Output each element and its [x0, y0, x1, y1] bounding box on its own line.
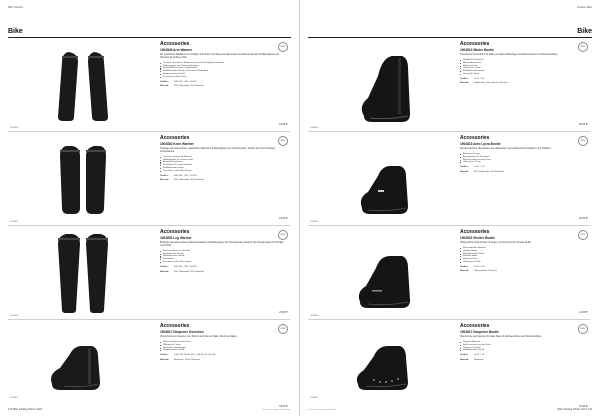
product-info [460, 230, 588, 316]
feature-list [460, 59, 588, 76]
product-image-neoprene-bootie [308, 324, 458, 398]
feature-item: Öffnung für Cleats [460, 261, 588, 264]
product-name: 1904823 Shelter Bootie [460, 236, 495, 240]
feature-list [160, 250, 288, 264]
product-category: Accessories [160, 229, 190, 235]
product-info [460, 42, 588, 128]
section-title: Bike [577, 28, 592, 35]
product-block-4 [308, 322, 590, 408]
product-name: 1904849 Arm Warmer [160, 48, 193, 52]
spec-sizes: Größen: S, M, L, XL [460, 265, 485, 268]
feature-item: Neopren-Material [460, 341, 588, 344]
spec-sizes: Größen: S, M, L, XL [460, 354, 485, 357]
new-badge: NEW [578, 230, 588, 240]
feature-item: Verstärkte Zehenkappe [160, 347, 288, 350]
feature-item: Silikongripper für sicheren Halt [160, 159, 288, 162]
feature-list [160, 62, 288, 79]
product-info [460, 324, 588, 410]
spec-sizes: Größen: S, M, L, XL [460, 77, 485, 80]
product-category: Accessories [460, 135, 490, 141]
spec-material: Material: 80% Polyamide, 20% Elasthan [160, 179, 204, 182]
product-description: Aerodynamische Überschuhe aus elastischem Lycra-Material für Zeitfahren und Triathlon. [460, 148, 552, 150]
feature-item: Öffnung für Cleats [460, 347, 588, 350]
product-description: Beinlinge aus wärmendem Funktionsmaterial mit Silikongripper am Oberschenkel. Ideal für die Übergangszeit im Frühjahr und Herbst. [160, 242, 284, 247]
feature-item: Flachnähte für hohen Tragekomfort [160, 67, 288, 70]
spec-sizes: Größen: S/M, M/L, L/XL, XL/XXL [160, 174, 198, 177]
product-info [160, 324, 288, 410]
product-divider [308, 131, 590, 132]
feature-item: Anatomisch geformt [160, 161, 288, 164]
product-divider [8, 319, 290, 320]
product-price: 29,95 €* [579, 217, 588, 220]
section-rule [308, 37, 592, 38]
product-price: 34,95 €* [579, 405, 588, 408]
image-caption: 1904813 [310, 127, 319, 129]
feature-item: Reißverschluss an der Ferse [460, 344, 588, 347]
new-badge: NEW [278, 230, 288, 240]
feature-item: Passend zu allen Trikots [160, 76, 288, 79]
product-price: 44,95 €* [579, 311, 588, 314]
feature-item: Reflektierende Logos [160, 167, 288, 170]
product-category: Accessories [160, 323, 190, 329]
product-info [160, 136, 288, 222]
running-head: Outdoor Bike [576, 6, 592, 9]
product-image-shelter-bootie [308, 230, 458, 316]
spec-material: Material: Neoprene [460, 358, 484, 361]
product-info [160, 42, 288, 128]
product-info [160, 230, 288, 316]
product-image-lycra-bootie [308, 136, 458, 222]
product-block-1 [308, 40, 590, 132]
spec-material: Material: Polyurethane, Polyester [460, 270, 498, 273]
product-name: 1904850 Leg Warmer [160, 236, 192, 240]
feature-item: Wasserdichtes Material [460, 247, 588, 250]
feature-item: Flachnähte [160, 258, 288, 261]
feature-item: Reflektierende Details [460, 253, 588, 256]
product-category: Accessories [160, 41, 190, 47]
new-badge: NEW [278, 324, 288, 334]
product-price: 34,95 €* [279, 405, 288, 408]
footer-note: Preisänderungen vorbehalten [308, 409, 337, 411]
product-category: Accessories [160, 135, 190, 141]
product-divider [308, 225, 590, 226]
spec-material: Material: Polyamide, Polyurethane, Elasthan [460, 82, 509, 85]
image-caption: 1904823 [310, 315, 319, 317]
product-price: 24,95 €* [279, 311, 288, 314]
footer-note: Preisänderungen vorbehalten [262, 409, 291, 411]
feature-item: Silikongripper am Oberarmabschluss [160, 65, 288, 68]
feature-item: Wasserabweisend [460, 62, 588, 65]
feature-item: Klettverschluss [460, 258, 588, 261]
feature-item: Elastisches Lycra [460, 153, 588, 156]
spec-material: Material: 80% Polyamide, 20% Elasthan [460, 170, 504, 173]
product-name: 1904813 Winter Bootie [460, 48, 494, 52]
feature-item: Reflektierende Details [460, 70, 588, 73]
product-block-3 [8, 228, 290, 320]
feature-item: Robuste Sohle [460, 255, 588, 258]
image-caption: 1904815 [310, 221, 319, 223]
product-block-1 [8, 40, 290, 132]
feature-item: Reißverschluss am Knöchel [160, 250, 288, 253]
new-badge: NEW [578, 324, 588, 334]
feature-list [460, 247, 588, 264]
spec-material: Material: 80% Polyamide, 20% Elasthan [160, 85, 204, 88]
spec-sizes: Größen: S/M, M/L, L/XL, XL/XXL [160, 265, 198, 268]
image-caption: 1904817 [310, 397, 319, 399]
product-image-overshoe [8, 324, 158, 398]
spec-sizes: Größen: S/M, M/L, L/XL, XL/XXL [160, 80, 198, 83]
product-block-3 [308, 228, 590, 320]
product-name: 1904815 Aero Lycra Bootie [460, 142, 501, 146]
product-block-2 [308, 134, 590, 226]
feature-list [460, 341, 588, 352]
feature-item: Reißverschluss an der Ferse [160, 341, 288, 344]
feature-list [460, 153, 588, 164]
product-category: Accessories [460, 323, 490, 329]
product-category: Accessories [460, 229, 490, 235]
product-description: Überschuhe aus Neopren zum Schutz der Füße vor Kälte, Wind und Nässe. [160, 336, 238, 338]
spec-sizes: Größen: S, M, L, XL [460, 166, 485, 169]
product-description: Für sportliches Radfahren im Frühjahr und Herbst: Armlinge aus wärmendem Funktionsmaterial mit Silikongripper am Oberarm für sicheren Halt. [160, 54, 280, 59]
product-divider [308, 319, 590, 320]
new-badge: NEW [278, 42, 288, 52]
feature-item: Ergonomischer Schnitt [160, 73, 288, 76]
product-price: 39,95 €* [579, 123, 588, 126]
feature-item: Winddichtes Material [460, 59, 588, 62]
spec-material: Material: Neoprene, 100% Polyester [160, 358, 201, 361]
feature-item: Reflektierende Details [460, 349, 588, 352]
feature-item: Reflektierende Details [160, 255, 288, 258]
section-rule [8, 37, 291, 38]
feature-item: Reißverschluss an der Ferse [460, 159, 588, 162]
product-description: Wasserdichte Überschuhe für Regen und Schmutz mit robuster Sohle. [460, 242, 532, 244]
image-caption: 1904849 [10, 127, 19, 129]
product-name: 1904817 Neoprene Overshoe [160, 330, 204, 334]
right-page [300, 0, 600, 416]
feature-item: Anatomischer Schnitt [160, 253, 288, 256]
image-caption: 1904817 [10, 397, 19, 399]
page-footer: Bike Katalog Winter 2021 133 [557, 408, 592, 411]
feature-item: Öffnung für Cleats [460, 161, 588, 164]
product-image-leg-warmer [8, 230, 158, 316]
spec-material: Material: 80% Polyamide, 20% Elasthan [160, 270, 204, 273]
feature-item: Passend zu allen Bike-Hosen [160, 261, 288, 264]
product-description: Knielinge aus wärmendem, elastischem Material mit Silikongripper am Oberschenkel. Schützt die Knie bei kühlen Temperaturen. [160, 148, 276, 153]
feature-item: Öffnung für Cleats [160, 344, 288, 347]
product-image-winter-bootie [308, 42, 458, 128]
product-divider [8, 131, 290, 132]
running-head: Bike Outdoor [8, 6, 24, 9]
image-caption: 1904850 [10, 315, 19, 317]
feature-item: Aerodynamische Passform [460, 156, 588, 159]
product-block-4 [8, 322, 290, 408]
product-price: 19,95 €* [279, 123, 288, 126]
feature-item: Flachnähte für hohen Komfort [160, 164, 288, 167]
product-block-2 [8, 134, 290, 226]
product-name: 1904817 Neoprene Bootie [460, 330, 499, 334]
product-description: Überschuhe aus Neopren für kalte Tage mit Reißverschluss und Klettverschluss. [460, 336, 542, 338]
image-caption: 1904852 [10, 221, 19, 223]
new-badge: NEW [278, 136, 288, 146]
feature-item: Öffnung für Cleats [460, 67, 588, 70]
feature-item: Getapte Nähte [460, 250, 588, 253]
page-footer: 132 Bike Katalog Winter 2021 [8, 408, 43, 411]
new-badge: NEW [578, 42, 588, 52]
product-price: 19,95 €* [279, 217, 288, 220]
product-image-arm-warmer [8, 42, 158, 128]
new-badge: NEW [578, 136, 588, 146]
feature-item: Verstärkte Sohle [460, 73, 588, 76]
feature-list [160, 156, 288, 173]
feature-item: Reflektierende Details für bessere Sichtbarkeit [160, 70, 288, 73]
product-description: Thermische Überschuhe für kalte und nasse Wintertage mit Reißverschluss und Klettverschluss. [460, 54, 559, 56]
product-divider [8, 225, 290, 226]
feature-item: Leichtes, elastisches Material mit gutem Feuchtigkeitstransport [160, 62, 288, 65]
feature-item: Passend zu allen Bike-Hosen [160, 170, 288, 173]
feature-item: Reflektierende Details [160, 349, 288, 352]
feature-item: Klettverschluss [460, 65, 588, 68]
product-info [460, 136, 588, 222]
product-name: 1904852 Knee Warmer [160, 142, 194, 146]
section-title: Bike [8, 28, 23, 35]
product-image-knee-warmer [8, 136, 158, 222]
product-category: Accessories [460, 41, 490, 47]
feature-item: Leichtes, elastisches Material [160, 156, 288, 159]
feature-list [160, 341, 288, 352]
spec-sizes: Größen: S (37-39), M (40-42), L (43-45), XL (46-48) [160, 354, 216, 357]
